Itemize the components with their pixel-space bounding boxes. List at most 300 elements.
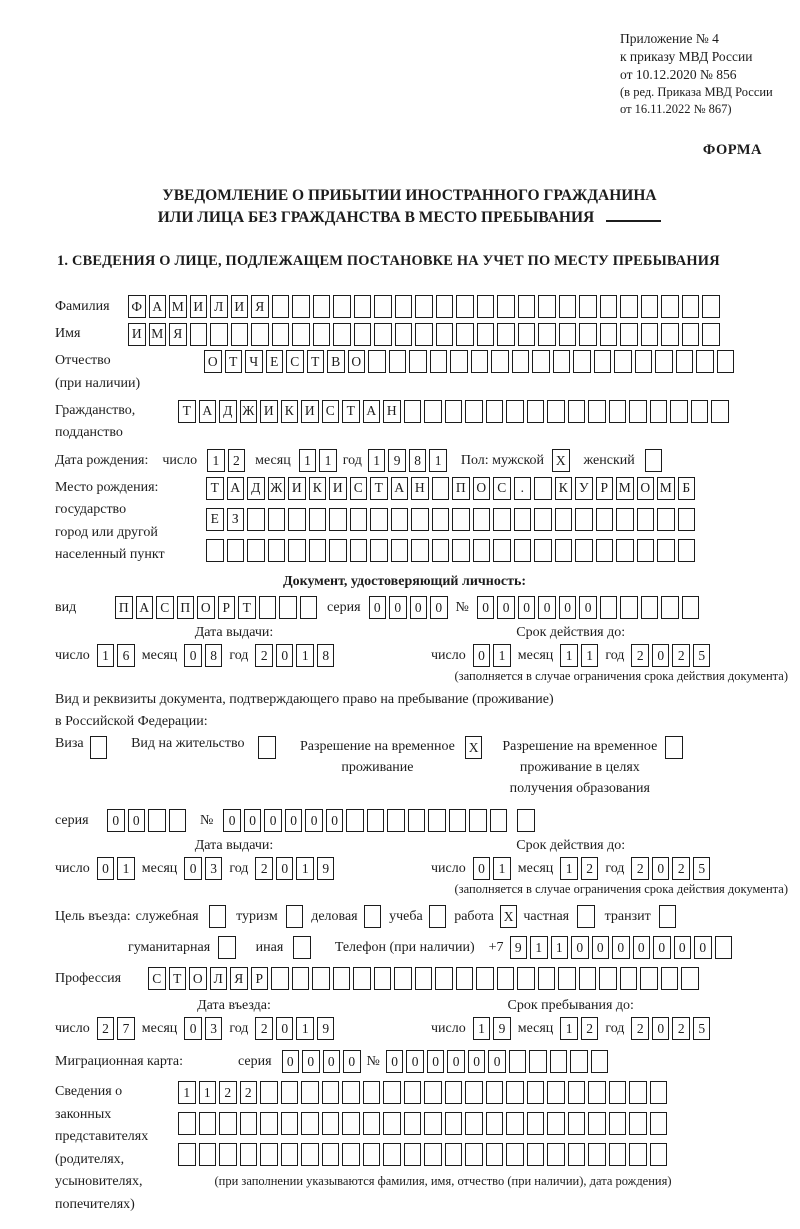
char-cell[interactable] xyxy=(641,596,659,619)
char-cell[interactable] xyxy=(477,323,495,346)
char-cell[interactable] xyxy=(409,350,427,373)
birth-day-cells[interactable] xyxy=(207,449,245,472)
char-cell[interactable]: 0 xyxy=(343,1050,361,1073)
doc-issue-day-cells[interactable] xyxy=(97,644,135,667)
char-cell[interactable]: О xyxy=(204,350,222,373)
surname-cells[interactable] xyxy=(128,295,720,318)
char-cell[interactable] xyxy=(555,539,573,562)
char-cell[interactable]: 2 xyxy=(631,644,649,667)
permit-series-cells[interactable] xyxy=(107,809,186,832)
char-cell[interactable] xyxy=(363,1112,381,1135)
purpose-tourism-checkbox[interactable] xyxy=(286,905,304,928)
phone-cells[interactable] xyxy=(510,936,733,959)
char-cell[interactable] xyxy=(293,936,311,959)
char-cell[interactable] xyxy=(178,1112,196,1135)
char-cell[interactable] xyxy=(432,539,450,562)
char-cell[interactable]: 0 xyxy=(652,644,670,667)
char-cell[interactable] xyxy=(596,508,614,531)
char-cell[interactable]: П xyxy=(115,596,133,619)
char-cell[interactable] xyxy=(573,350,591,373)
name-cells[interactable] xyxy=(128,323,720,346)
char-cell[interactable] xyxy=(415,295,433,318)
char-cell[interactable] xyxy=(411,539,429,562)
char-cell[interactable] xyxy=(387,809,405,832)
char-cell[interactable]: О xyxy=(637,477,655,500)
char-cell[interactable]: М xyxy=(149,323,167,346)
char-cell[interactable] xyxy=(527,1112,545,1135)
char-cell[interactable] xyxy=(645,449,663,472)
char-cell[interactable] xyxy=(424,400,442,423)
purpose-study-checkbox[interactable] xyxy=(429,905,447,928)
sex-female-checkbox[interactable] xyxy=(645,449,663,472)
char-cell[interactable] xyxy=(429,905,447,928)
sex-male-checkbox[interactable] xyxy=(552,449,570,472)
char-cell[interactable]: 2 xyxy=(255,1017,273,1040)
doc-issue-month-cells[interactable] xyxy=(184,644,222,667)
char-cell[interactable] xyxy=(363,1081,381,1104)
char-cell[interactable] xyxy=(272,295,290,318)
permit-issue-year-cells[interactable] xyxy=(255,857,334,880)
doc-type-cells[interactable] xyxy=(115,596,317,619)
char-cell[interactable]: 0 xyxy=(612,936,630,959)
char-cell[interactable] xyxy=(514,539,532,562)
visa-checkbox[interactable] xyxy=(90,736,108,759)
char-cell[interactable] xyxy=(394,967,412,990)
char-cell[interactable]: 1 xyxy=(97,644,115,667)
char-cell[interactable] xyxy=(309,539,327,562)
permit-valid-year-cells[interactable] xyxy=(631,857,710,880)
char-cell[interactable]: Р xyxy=(218,596,236,619)
char-cell[interactable] xyxy=(449,809,467,832)
char-cell[interactable]: 0 xyxy=(264,809,282,832)
char-cell[interactable] xyxy=(568,1081,586,1104)
stay-month-cells[interactable] xyxy=(560,1017,598,1040)
char-cell[interactable] xyxy=(333,967,351,990)
char-cell[interactable] xyxy=(681,967,699,990)
char-cell[interactable] xyxy=(450,350,468,373)
char-cell[interactable]: 1 xyxy=(299,449,317,472)
char-cell[interactable]: Т xyxy=(225,350,243,373)
char-cell[interactable] xyxy=(206,539,224,562)
char-cell[interactable] xyxy=(354,295,372,318)
char-cell[interactable] xyxy=(465,400,483,423)
char-cell[interactable] xyxy=(600,295,618,318)
char-cell[interactable]: 0 xyxy=(282,1050,300,1073)
char-cell[interactable] xyxy=(292,967,310,990)
char-cell[interactable]: Т xyxy=(206,477,224,500)
char-cell[interactable] xyxy=(534,508,552,531)
char-cell[interactable] xyxy=(452,539,470,562)
char-cell[interactable]: 2 xyxy=(255,857,273,880)
char-cell[interactable]: 0 xyxy=(559,596,577,619)
char-cell[interactable]: 1 xyxy=(581,644,599,667)
char-cell[interactable]: 1 xyxy=(296,1017,314,1040)
char-cell[interactable]: Р xyxy=(251,967,269,990)
char-cell[interactable] xyxy=(333,323,351,346)
purpose-work-checkbox[interactable] xyxy=(500,905,518,928)
residence-permit-checkbox[interactable] xyxy=(258,736,276,759)
char-cell[interactable]: 3 xyxy=(205,1017,223,1040)
char-cell[interactable]: 2 xyxy=(631,857,649,880)
char-cell[interactable]: 0 xyxy=(592,936,610,959)
char-cell[interactable] xyxy=(682,596,700,619)
char-cell[interactable]: 0 xyxy=(473,857,491,880)
char-cell[interactable]: 2 xyxy=(228,449,246,472)
char-cell[interactable]: 0 xyxy=(326,809,344,832)
char-cell[interactable]: 0 xyxy=(285,809,303,832)
char-cell[interactable] xyxy=(509,1050,527,1073)
char-cell[interactable] xyxy=(609,1081,627,1104)
char-cell[interactable]: 0 xyxy=(468,1050,486,1073)
doc-valid-year-cells[interactable] xyxy=(631,644,710,667)
doc-valid-day-cells[interactable] xyxy=(473,644,511,667)
char-cell[interactable] xyxy=(527,1081,545,1104)
char-cell[interactable]: 9 xyxy=(493,1017,511,1040)
char-cell[interactable]: И xyxy=(288,477,306,500)
char-cell[interactable]: О xyxy=(189,967,207,990)
char-cell[interactable] xyxy=(696,350,714,373)
char-cell[interactable] xyxy=(538,323,556,346)
char-cell[interactable] xyxy=(661,596,679,619)
char-cell[interactable]: 1 xyxy=(207,449,225,472)
char-cell[interactable] xyxy=(547,400,565,423)
doc-number-cells[interactable] xyxy=(477,596,700,619)
char-cell[interactable] xyxy=(288,508,306,531)
char-cell[interactable] xyxy=(637,508,655,531)
char-cell[interactable]: 8 xyxy=(205,644,223,667)
char-cell[interactable]: 2 xyxy=(631,1017,649,1040)
char-cell[interactable] xyxy=(637,539,655,562)
char-cell[interactable] xyxy=(599,967,617,990)
char-cell[interactable] xyxy=(247,508,265,531)
char-cell[interactable] xyxy=(620,295,638,318)
char-cell[interactable] xyxy=(702,323,720,346)
char-cell[interactable] xyxy=(486,1112,504,1135)
char-cell[interactable] xyxy=(555,508,573,531)
purpose-business-checkbox[interactable] xyxy=(364,905,382,928)
char-cell[interactable] xyxy=(676,350,694,373)
char-cell[interactable] xyxy=(329,539,347,562)
char-cell[interactable]: 0 xyxy=(302,1050,320,1073)
char-cell[interactable]: С xyxy=(148,967,166,990)
char-cell[interactable] xyxy=(301,1081,319,1104)
char-cell[interactable] xyxy=(532,350,550,373)
char-cell[interactable]: 6 xyxy=(117,644,135,667)
char-cell[interactable]: Р xyxy=(596,477,614,500)
char-cell[interactable] xyxy=(445,400,463,423)
char-cell[interactable]: Т xyxy=(307,350,325,373)
char-cell[interactable] xyxy=(655,350,673,373)
char-cell[interactable] xyxy=(333,295,351,318)
char-cell[interactable] xyxy=(424,1081,442,1104)
char-cell[interactable] xyxy=(575,539,593,562)
char-cell[interactable] xyxy=(424,1112,442,1135)
char-cell[interactable] xyxy=(260,1081,278,1104)
char-cell[interactable]: П xyxy=(177,596,195,619)
char-cell[interactable] xyxy=(350,539,368,562)
char-cell[interactable]: 2 xyxy=(97,1017,115,1040)
char-cell[interactable]: Д xyxy=(219,400,237,423)
char-cell[interactable]: Т xyxy=(342,400,360,423)
char-cell[interactable] xyxy=(218,936,236,959)
char-cell[interactable]: Е xyxy=(266,350,284,373)
char-cell[interactable]: 2 xyxy=(581,857,599,880)
char-cell[interactable]: 8 xyxy=(317,644,335,667)
char-cell[interactable] xyxy=(665,736,683,759)
char-cell[interactable]: 0 xyxy=(276,644,294,667)
char-cell[interactable]: К xyxy=(555,477,573,500)
char-cell[interactable]: 0 xyxy=(276,857,294,880)
char-cell[interactable] xyxy=(547,1081,565,1104)
char-cell[interactable] xyxy=(550,1050,568,1073)
char-cell[interactable] xyxy=(661,295,679,318)
char-cell[interactable]: 7 xyxy=(117,1017,135,1040)
char-cell[interactable] xyxy=(641,323,659,346)
char-cell[interactable]: И xyxy=(301,400,319,423)
char-cell[interactable]: А xyxy=(363,400,381,423)
char-cell[interactable] xyxy=(415,967,433,990)
char-cell[interactable]: 0 xyxy=(323,1050,341,1073)
char-cell[interactable] xyxy=(395,295,413,318)
char-cell[interactable]: Я xyxy=(251,295,269,318)
char-cell[interactable]: О xyxy=(197,596,215,619)
char-cell[interactable]: 2 xyxy=(581,1017,599,1040)
representatives-cells-row1[interactable] xyxy=(178,1081,743,1104)
char-cell[interactable] xyxy=(629,400,647,423)
char-cell[interactable]: И xyxy=(128,323,146,346)
char-cell[interactable]: 1 xyxy=(493,644,511,667)
char-cell[interactable]: 9 xyxy=(317,1017,335,1040)
char-cell[interactable] xyxy=(210,323,228,346)
char-cell[interactable] xyxy=(476,967,494,990)
char-cell[interactable] xyxy=(354,323,372,346)
char-cell[interactable]: И xyxy=(260,400,278,423)
char-cell[interactable] xyxy=(591,1050,609,1073)
rvp-education-checkbox[interactable] xyxy=(665,736,683,759)
char-cell[interactable]: X xyxy=(552,449,570,472)
char-cell[interactable]: 2 xyxy=(255,644,273,667)
char-cell[interactable]: 1 xyxy=(551,936,569,959)
char-cell[interactable]: 0 xyxy=(694,936,712,959)
char-cell[interactable] xyxy=(342,1112,360,1135)
entry-year-cells[interactable] xyxy=(255,1017,334,1040)
char-cell[interactable] xyxy=(650,1081,668,1104)
char-cell[interactable] xyxy=(473,508,491,531)
char-cell[interactable] xyxy=(272,323,290,346)
char-cell[interactable] xyxy=(288,539,306,562)
char-cell[interactable] xyxy=(300,596,318,619)
char-cell[interactable] xyxy=(514,508,532,531)
char-cell[interactable]: 0 xyxy=(477,596,495,619)
char-cell[interactable]: 1 xyxy=(199,1081,217,1104)
char-cell[interactable]: 0 xyxy=(386,1050,404,1073)
char-cell[interactable] xyxy=(322,1112,340,1135)
char-cell[interactable]: А xyxy=(149,295,167,318)
char-cell[interactable]: 0 xyxy=(430,596,448,619)
migration-number-cells[interactable] xyxy=(386,1050,609,1073)
permit-issue-month-cells[interactable] xyxy=(184,857,222,880)
char-cell[interactable] xyxy=(517,809,535,832)
char-cell[interactable]: 0 xyxy=(184,1017,202,1040)
char-cell[interactable] xyxy=(251,323,269,346)
char-cell[interactable]: 0 xyxy=(128,809,146,832)
char-cell[interactable] xyxy=(616,539,634,562)
char-cell[interactable]: 0 xyxy=(406,1050,424,1073)
char-cell[interactable]: Т xyxy=(370,477,388,500)
char-cell[interactable]: Е xyxy=(206,508,224,531)
char-cell[interactable]: 0 xyxy=(389,596,407,619)
char-cell[interactable]: 1 xyxy=(560,1017,578,1040)
char-cell[interactable] xyxy=(616,508,634,531)
char-cell[interactable] xyxy=(281,1081,299,1104)
char-cell[interactable] xyxy=(711,400,729,423)
char-cell[interactable] xyxy=(506,400,524,423)
char-cell[interactable] xyxy=(309,508,327,531)
char-cell[interactable]: С xyxy=(322,400,340,423)
char-cell[interactable]: 2 xyxy=(672,644,690,667)
char-cell[interactable] xyxy=(657,508,675,531)
migration-series-cells[interactable] xyxy=(282,1050,361,1073)
char-cell[interactable]: 0 xyxy=(488,1050,506,1073)
char-cell[interactable] xyxy=(538,967,556,990)
entry-month-cells[interactable] xyxy=(184,1017,222,1040)
char-cell[interactable] xyxy=(650,400,668,423)
char-cell[interactable] xyxy=(486,1081,504,1104)
char-cell[interactable] xyxy=(301,1112,319,1135)
char-cell[interactable]: 0 xyxy=(447,1050,465,1073)
permit-number-cells[interactable] xyxy=(223,809,507,832)
char-cell[interactable] xyxy=(650,1112,668,1135)
char-cell[interactable] xyxy=(558,967,576,990)
char-cell[interactable] xyxy=(579,323,597,346)
char-cell[interactable]: 9 xyxy=(388,449,406,472)
char-cell[interactable] xyxy=(512,350,530,373)
char-cell[interactable]: 0 xyxy=(579,596,597,619)
char-cell[interactable] xyxy=(518,295,536,318)
char-cell[interactable] xyxy=(247,539,265,562)
char-cell[interactable] xyxy=(477,295,495,318)
char-cell[interactable]: А xyxy=(391,477,409,500)
stay-day-cells[interactable] xyxy=(473,1017,511,1040)
char-cell[interactable]: Н xyxy=(383,400,401,423)
char-cell[interactable] xyxy=(657,539,675,562)
char-cell[interactable]: Н xyxy=(411,477,429,500)
char-cell[interactable] xyxy=(534,477,552,500)
char-cell[interactable] xyxy=(609,400,627,423)
purpose-transit-checkbox[interactable] xyxy=(659,905,677,928)
char-cell[interactable] xyxy=(588,1081,606,1104)
char-cell[interactable]: 3 xyxy=(205,857,223,880)
char-cell[interactable]: 1 xyxy=(368,449,386,472)
char-cell[interactable] xyxy=(497,967,515,990)
permit-issue-day-cells[interactable] xyxy=(97,857,135,880)
char-cell[interactable]: X xyxy=(465,736,483,759)
char-cell[interactable] xyxy=(702,295,720,318)
char-cell[interactable]: П xyxy=(452,477,470,500)
char-cell[interactable] xyxy=(640,967,658,990)
doc-issue-year-cells[interactable] xyxy=(255,644,334,667)
rvp-checkbox[interactable] xyxy=(465,736,483,759)
char-cell[interactable] xyxy=(614,350,632,373)
entry-day-cells[interactable] xyxy=(97,1017,135,1040)
char-cell[interactable] xyxy=(353,967,371,990)
char-cell[interactable] xyxy=(641,295,659,318)
char-cell[interactable] xyxy=(346,809,364,832)
citizenship-cells[interactable] xyxy=(178,400,729,423)
char-cell[interactable] xyxy=(436,295,454,318)
char-cell[interactable]: 0 xyxy=(538,596,556,619)
char-cell[interactable]: X xyxy=(500,905,518,928)
purpose-humanitarian-checkbox[interactable] xyxy=(218,936,236,959)
char-cell[interactable] xyxy=(292,295,310,318)
char-cell[interactable] xyxy=(596,539,614,562)
char-cell[interactable]: 5 xyxy=(693,857,711,880)
char-cell[interactable]: В xyxy=(327,350,345,373)
char-cell[interactable]: М xyxy=(657,477,675,500)
char-cell[interactable] xyxy=(473,539,491,562)
char-cell[interactable] xyxy=(240,1112,258,1135)
char-cell[interactable] xyxy=(445,1081,463,1104)
char-cell[interactable]: Ж xyxy=(240,400,258,423)
char-cell[interactable] xyxy=(456,323,474,346)
stay-year-cells[interactable] xyxy=(631,1017,710,1040)
doc-series-cells[interactable] xyxy=(369,596,448,619)
birth-year-cells[interactable] xyxy=(368,449,447,472)
char-cell[interactable]: С xyxy=(493,477,511,500)
char-cell[interactable]: 2 xyxy=(219,1081,237,1104)
char-cell[interactable] xyxy=(493,508,511,531)
char-cell[interactable]: 2 xyxy=(672,1017,690,1040)
char-cell[interactable] xyxy=(588,1112,606,1135)
char-cell[interactable] xyxy=(493,539,511,562)
char-cell[interactable] xyxy=(570,1050,588,1073)
char-cell[interactable]: 0 xyxy=(518,596,536,619)
char-cell[interactable] xyxy=(568,1112,586,1135)
char-cell[interactable] xyxy=(661,967,679,990)
char-cell[interactable] xyxy=(281,1112,299,1135)
char-cell[interactable] xyxy=(682,295,700,318)
char-cell[interactable] xyxy=(635,350,653,373)
char-cell[interactable]: 0 xyxy=(244,809,262,832)
char-cell[interactable] xyxy=(659,905,677,928)
char-cell[interactable]: 1 xyxy=(473,1017,491,1040)
char-cell[interactable] xyxy=(271,967,289,990)
char-cell[interactable] xyxy=(260,1112,278,1135)
char-cell[interactable] xyxy=(286,905,304,928)
char-cell[interactable]: И xyxy=(329,477,347,500)
char-cell[interactable]: 0 xyxy=(674,936,692,959)
char-cell[interactable]: К xyxy=(281,400,299,423)
char-cell[interactable] xyxy=(445,1112,463,1135)
char-cell[interactable] xyxy=(547,1112,565,1135)
char-cell[interactable]: З xyxy=(227,508,245,531)
char-cell[interactable] xyxy=(227,539,245,562)
char-cell[interactable] xyxy=(231,323,249,346)
char-cell[interactable] xyxy=(219,1112,237,1135)
char-cell[interactable] xyxy=(411,508,429,531)
char-cell[interactable] xyxy=(497,323,515,346)
char-cell[interactable] xyxy=(312,967,330,990)
char-cell[interactable]: 1 xyxy=(493,857,511,880)
char-cell[interactable] xyxy=(506,1081,524,1104)
char-cell[interactable] xyxy=(529,1050,547,1073)
permit-number-extra-cell[interactable] xyxy=(517,809,535,832)
char-cell[interactable]: 0 xyxy=(97,857,115,880)
char-cell[interactable] xyxy=(456,967,474,990)
char-cell[interactable] xyxy=(370,539,388,562)
char-cell[interactable] xyxy=(395,323,413,346)
char-cell[interactable] xyxy=(579,967,597,990)
